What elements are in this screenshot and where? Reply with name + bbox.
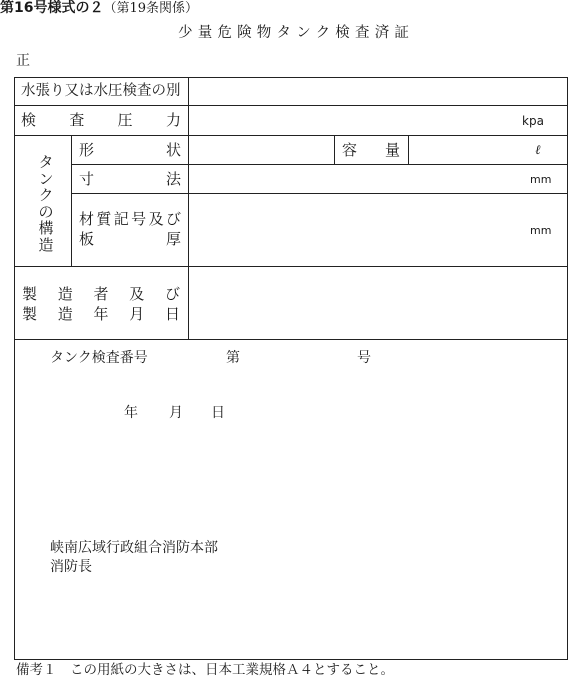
form-number	[0, 1, 198, 15]
dimensions-field[interactable]	[192, 167, 512, 190]
date-year-label: 年	[124, 405, 138, 421]
shape-field[interactable]	[192, 138, 330, 161]
copy-mark: 正	[16, 53, 30, 69]
tank-number-label: タンク検査番号	[50, 350, 148, 366]
dimensions-label: 寸 法	[79, 170, 181, 188]
issuer-organization: 峡南広域行政組合消防本部	[50, 540, 218, 556]
footer-note: 備考１ この用紙の大きさは、日本工業規格Ａ４とすること。	[16, 662, 394, 678]
form-relation: （第19条関係）	[103, 1, 199, 16]
row-divider	[14, 339, 568, 340]
tank-number-field[interactable]	[245, 347, 350, 369]
manufacture-date-label: 製 造 年 月 日	[22, 305, 180, 323]
tank-structure-label: タ ン ク の 構 造	[38, 153, 54, 254]
material-label: 材 質 記 号 及 び	[79, 210, 181, 228]
dimensions-unit: mm	[530, 173, 552, 186]
row-divider	[71, 164, 568, 165]
form-number-text: 第16号様式の２	[0, 0, 104, 16]
shape-label: 形 状	[79, 141, 181, 159]
column-divider	[408, 135, 409, 164]
number-suffix: 号	[357, 350, 371, 366]
water-or-pressure-field[interactable]	[192, 80, 564, 102]
column-divider	[71, 135, 72, 266]
issuer-title: 消防長	[50, 559, 92, 575]
manufacturer-field[interactable]	[192, 270, 564, 336]
inspection-pressure-field[interactable]	[192, 108, 512, 132]
date-month-label: 月	[169, 405, 183, 421]
thickness-unit: mm	[530, 224, 552, 237]
pressure-unit: kpa	[522, 114, 544, 128]
row-divider	[71, 193, 568, 194]
document-title: 少量危険物タンク検査済証	[178, 25, 415, 41]
material-field[interactable]	[192, 197, 512, 263]
row-divider	[14, 105, 568, 106]
capacity-label: 容 量	[342, 141, 400, 159]
column-divider	[334, 135, 335, 164]
number-prefix: 第	[226, 350, 240, 366]
column-divider	[188, 77, 189, 339]
water-or-pressure-label: 水張り又は水圧検査の別	[21, 83, 181, 99]
capacity-field[interactable]	[412, 138, 522, 161]
row-divider	[14, 266, 568, 267]
manufacturer-label: 製 造 者 及 び	[22, 285, 180, 303]
date-day-label: 日	[211, 405, 225, 421]
inspection-pressure-label: 検 査 圧 力	[21, 111, 181, 129]
row-divider	[14, 135, 568, 136]
capacity-unit: ℓ	[535, 143, 541, 158]
thickness-label: 板 厚	[79, 230, 181, 248]
